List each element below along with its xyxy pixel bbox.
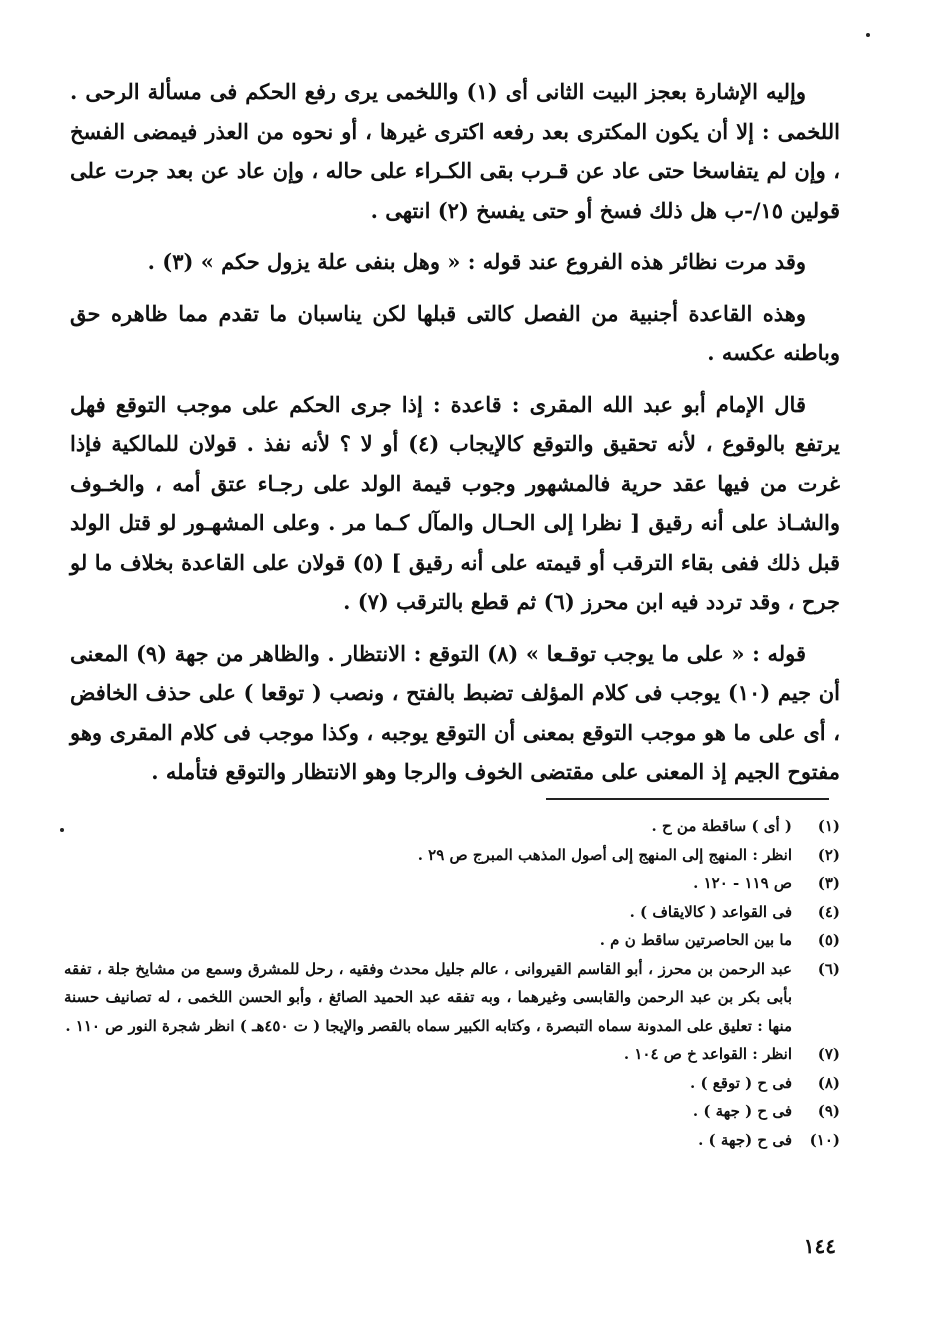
footnote-number: (٨) [817,1073,840,1092]
footnote-8 [64,1069,840,1098]
footnote-text: عبد الرحمن بن محرز ، أبو القاسم القيروانى ، عالم جليل محدث وفقيه ، رحل للمشرق وسمع من مشايخ جلة ، تفقه بأبى بكر بن عبد الرحمن والقابسى وغيرهما ، وبه تفقه عبد الحميد الصائغ ، وأبو الحسن اللخمى ، له تصانيف حسنة منها : تعليق على المدونة سماه التبصرة ، وكتابه الكبير سماه بالقصر والإيجا ( ت ٤٥٠هـ ) انظر شجرة النور ص ١١٠ . [64,959,792,1035]
main-text [70,72,840,804]
footnote-4 [64,898,840,927]
footnote-6 [64,955,840,1041]
footnote-text: انظر : المنهج إلى المنهج إلى أصول المذهب المبرج ص ٢٩ . [417,845,792,864]
footnote-10 [64,1126,840,1155]
footnote-text: فى القواعد ( كالايقاف ) . [629,902,792,921]
page-number: ١٤٤ [803,1234,836,1258]
footnote-number: (١) [817,817,840,835]
footnote-2 [64,841,840,870]
footnotes [64,812,840,1154]
paragraph-4: قال الإمام أبو عبد الله المقرى : قاعدة : إذا جرى الحكم على موجب التوقع فهل يرتفع بالوقوع ، لأنه تحقيق والتوقع كالإيجاب (٤) أو لا ؟ لأنه نفذ . قولان للمالكية فإذا غرت من فيها عقد حرية فالمشهور وجوب قيمة الولد على رجـاء عتق أمه ، والخـوف والشـاذ على أنه رقيق [ نظرا إلى الحـال والمآل كـما مر . وعلى المشهـور لو قتل الولد قبل ذلك ففى بقاء الترقب أو قيمته على أنه رقيق ] (٥) قولان على القاعدة بخلاف ما لو جرح ، وقد تردد فيه ابن محرز (٦) ثم قطع بالترقب (٧) . [70,391,840,614]
footnote-5 [64,926,840,955]
footnote-1 [64,812,840,841]
paragraph-2: وقد مرت نظائر هذه الفروع عند قوله : « وهل بنفى علة يزول حكم » (٣) . [147,249,806,274]
footnote-text: ما بين الحاصرتين ساقط ن م . [599,931,792,949]
paragraph-1: وإليه الإشارة بعجز البيت الثانى أى (١) واللخمى يرى رفع الحكم فى مسألة الرحى . اللخمى : إلا أن يكون المكترى بعد رفعه اكترى غيرها ، أو نحوه من العذر فيمضى الفسخ ، وإن لم يتفاسخا حتى عاد عن قـرب بقى الكـراء على حاله ، وإن عاد عن بعد جرت على قولين ١٥/-ب هل ذلك فسخ أو حتى يفسخ (٢) انتهى . [70,79,840,223]
footnote-number: (١٠) [809,1130,840,1149]
footnote-number: (٣) [817,874,840,892]
footnote-number: (٢) [817,845,840,864]
footnote-text: فى ح (جهة ) . [698,1130,792,1149]
footnote-number: (٥) [817,931,840,949]
footnote-text: فى ح ( توقع ) . [690,1073,792,1092]
footnote-number: (٧) [817,1045,840,1063]
footnote-text: ص ١١٩ - ١٢٠ . [693,874,792,892]
footnote-7 [64,1040,840,1069]
footnote-3 [64,869,840,898]
footnote-number: (٩) [817,1102,840,1120]
footnote-divider [546,798,829,800]
footnote-text: انظر : القواعد خ ص ١٠٤ . [623,1045,792,1063]
footnote-text: ( أى ) ساقطة من ح . [651,817,792,835]
paragraph-3: وهذه القاعدة أجنبية من الفصل كالتى قبلها لكن يناسبان ما تقدم مما ظاهره حق وباطنه عكسه . [70,300,840,365]
scan-speck-top [866,33,870,37]
footnote-9 [64,1097,840,1126]
footnote-number: (٤) [817,902,840,921]
paragraph-5: قوله : « على ما يوجب توقـعا » (٨) التوقع : الانتظار . والظاهر من جهة (٩) المعنى أن جيم (١٠) يوجب فى كلام المؤلف تضبط بالفتح ، ونصب ( توقعا ) على حذف الخافض ، أى على ما هو موجب التوقع بمعنى أن التوقع يوجبه ، وكذا موجب فى كلام المقرى وهو مفتوح الجيم إذ المعنى على مقتضى الخوف والرجا وهو الانتظار والتوقع فتأمله . [70,640,840,784]
footnote-text: فى ح ( جهة ) . [692,1102,792,1120]
footnote-number: (٦) [817,959,840,978]
